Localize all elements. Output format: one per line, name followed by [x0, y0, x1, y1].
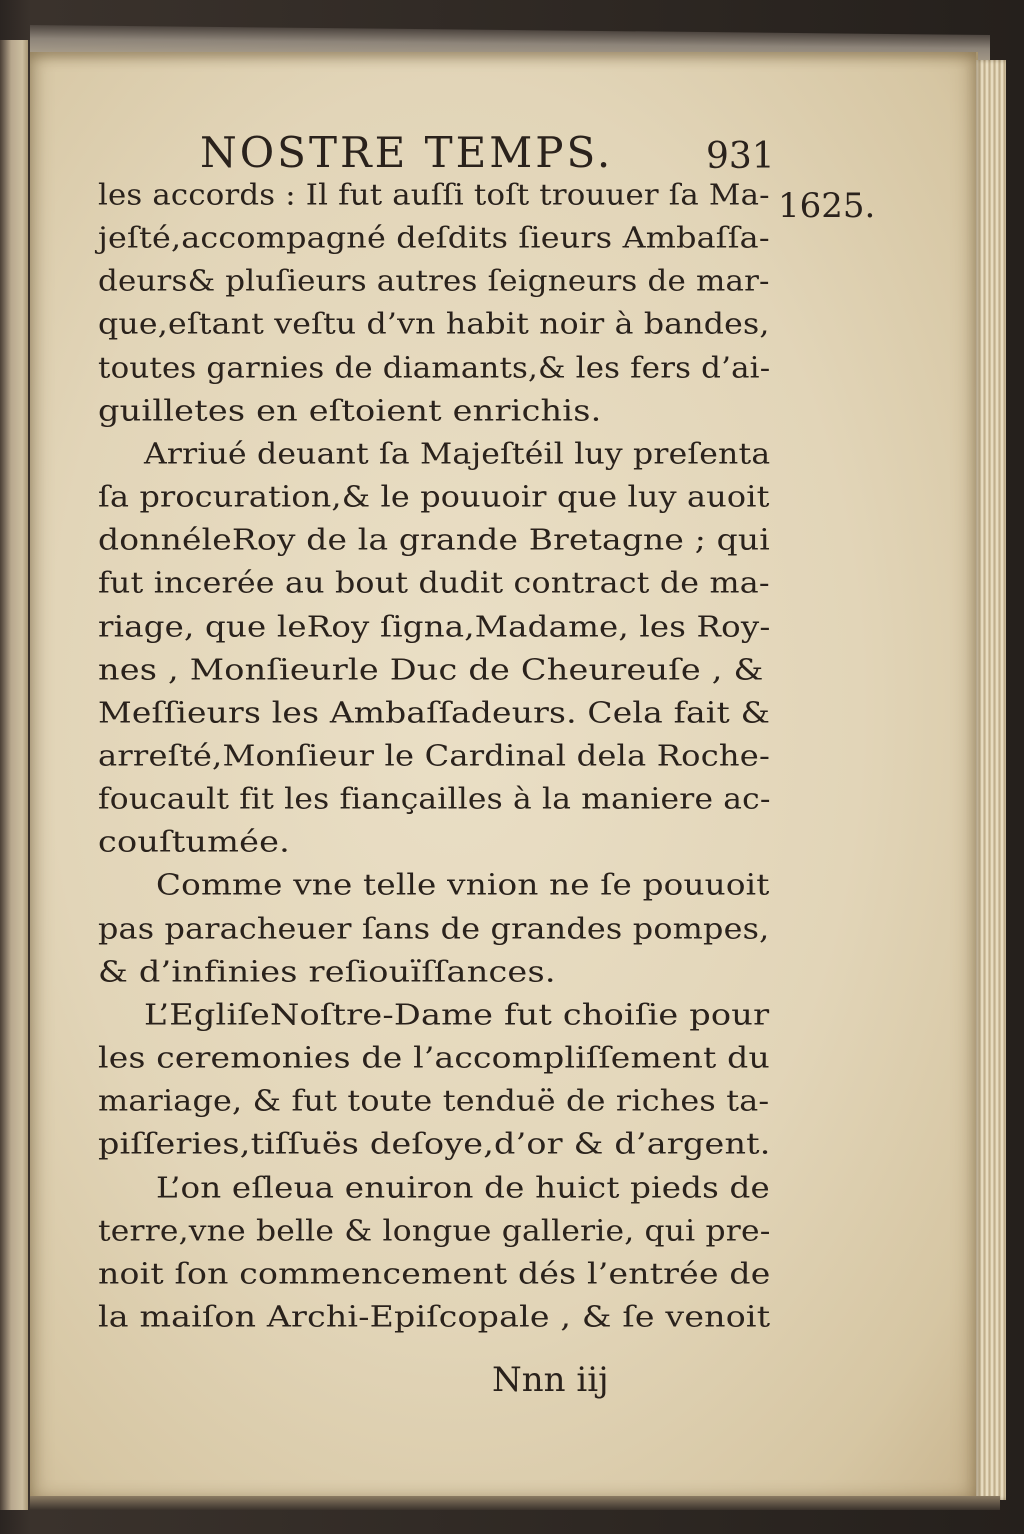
text-line: fut incerée au bout dudit contract de ma- — [98, 566, 770, 600]
left-page-edge — [0, 40, 28, 1510]
text-line: pas paracheuer ſans de grandes pompes, — [98, 911, 770, 946]
text-line: nes , Monſieurle Duc de Cheureuſe , & — [98, 652, 764, 687]
text-line: que,eſtant veſtu d’vn habit noir à bandes, — [98, 307, 770, 341]
page-number: 931 — [706, 136, 775, 177]
margin-note-year: 1625. — [778, 186, 876, 226]
text-line: couſtumée. — [98, 825, 291, 859]
text-line: mariage, & fut toute tenduë de riches ta- — [98, 1084, 770, 1118]
text-line: noit ſon commencement dés l’entrée de — [98, 1256, 771, 1291]
text-line: toutes garnies de diamants,& les fers d’ai- — [98, 350, 771, 385]
text-line: donnéleRoy de la grande Bretagne ; qui — [98, 523, 770, 557]
text-line: riage, que leRoy ſigna,Madame, les Roy- — [98, 609, 771, 644]
text-line: & d’infinies reſiouïſſances. — [98, 954, 556, 989]
text-line: terre,vne belle & longue gallerie, qui pre- — [98, 1213, 771, 1248]
bottom-page-edge — [30, 1496, 1000, 1510]
text-line: deurs& pluſieurs autres ſeigneurs de mar- — [98, 264, 770, 298]
text-line: les accords : Il fut auſſi toſt trouuer ſa Ma- — [98, 178, 770, 212]
text-line: ſa procuration,& le pouuoir que luy auoit — [98, 480, 770, 514]
text-line: L’on eſleua enuiron de huict pieds de — [156, 1170, 770, 1205]
text-line: Meſſieurs les Ambaſſadeurs. Cela fait & — [98, 695, 771, 730]
text-line: foucault fit les fiançailles à la maniere ac- — [98, 782, 771, 816]
text-line: arreſté,Monſieur le Cardinal dela Roche- — [98, 739, 771, 773]
running-head: NOSTRE TEMPS. — [200, 128, 614, 177]
text-line: Comme vne telle vnion ne ſe pouuoit — [156, 868, 770, 902]
text-line: piſſeries,tiſſuës deſoye,d’or & d’argent. — [98, 1127, 771, 1161]
page-stack-edge — [976, 60, 1006, 1500]
text-line: la maiſon Archi-Epiſcopale , & ſe venoit — [98, 1300, 771, 1334]
text-line: L’EgliſeNoſtre-Dame fut choiſie pour — [144, 997, 770, 1032]
text-line: jeſté,accompagné deſdits ſieurs Ambaſſa- — [98, 221, 770, 255]
signature-mark: Nnn iij — [492, 1360, 609, 1400]
text-line: les ceremonies de l’accompliſſement du — [98, 1041, 770, 1075]
text-line: guilletes en eſtoient enrichis. — [98, 393, 602, 428]
text-line: Arriué deuant ſa Majeſtéil luy preſenta — [144, 436, 771, 471]
